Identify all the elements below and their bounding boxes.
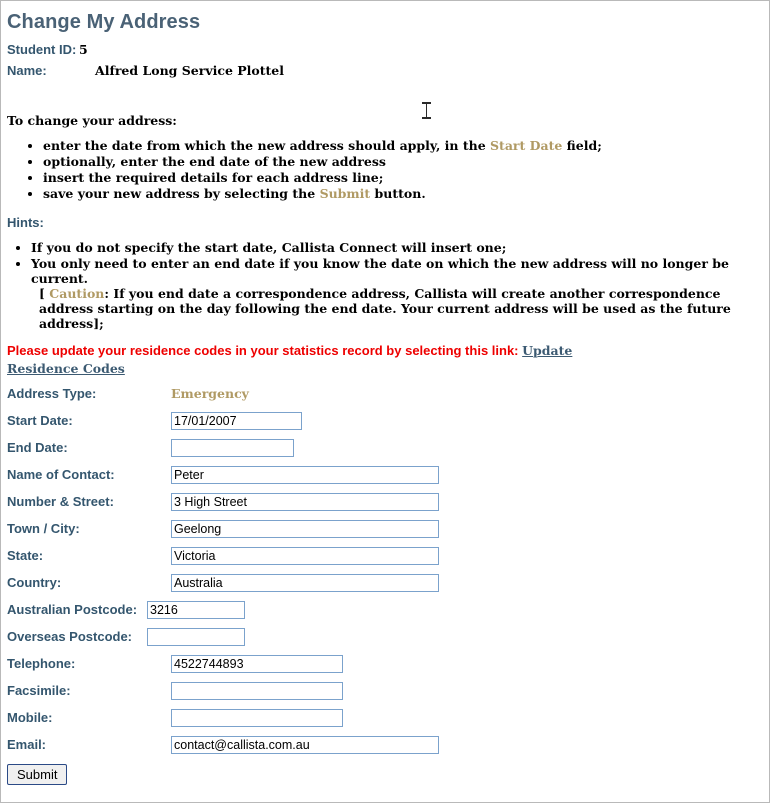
form-row-overseas-postcode xyxy=(7,623,439,650)
form-row-town-city xyxy=(7,515,439,542)
form-row-address-type xyxy=(7,380,439,407)
state-label: State: xyxy=(7,548,44,563)
state-input[interactable] xyxy=(171,547,439,565)
address-form xyxy=(7,380,439,758)
form-row-mobile xyxy=(7,704,439,731)
list-item xyxy=(31,256,769,331)
form-row-country xyxy=(7,569,439,596)
list-item xyxy=(43,154,769,169)
name-of-contact-label: Name of Contact: xyxy=(7,467,115,482)
hint-text: You only need to enter an end date if you know the date on which the new address will no longer be current. xyxy=(31,256,729,286)
form-row-telephone xyxy=(7,650,439,677)
australian-postcode-input[interactable] xyxy=(147,601,245,619)
country-input[interactable] xyxy=(171,574,439,592)
overseas-postcode-input[interactable] xyxy=(147,628,245,646)
facsimile-label: Facsimile: xyxy=(7,683,71,698)
end-date-input[interactable] xyxy=(171,439,294,457)
form-row-end-date xyxy=(7,434,439,461)
form-row-email xyxy=(7,731,439,758)
list-item xyxy=(43,186,769,201)
mobile-label: Mobile: xyxy=(7,710,53,725)
form-row-start-date xyxy=(7,407,439,434)
form-row-name-of-contact xyxy=(7,461,439,488)
town-city-label: Town / City: xyxy=(7,521,80,536)
instructions-intro: To change your address: xyxy=(7,113,177,128)
start-date-label: Start Date: xyxy=(7,413,73,428)
bullet-text-before: insert the required details for each address line; xyxy=(43,170,384,185)
facsimile-input[interactable] xyxy=(171,682,343,700)
update-residence-codes-link[interactable]: Update Residence Codes xyxy=(7,343,573,376)
list-item xyxy=(31,240,769,255)
caution-body: : If you end date a correspondence address, Callista will create another correspondence address starting on the day following the end date. Your current address will be used as the future address]; xyxy=(39,286,731,331)
page-title: Change My Address xyxy=(7,11,201,33)
start-date-input[interactable] xyxy=(171,412,302,430)
hint-text: If you do not specify the start date, Callista Connect will insert one; xyxy=(31,240,507,255)
hints-title: Hints: xyxy=(7,215,44,230)
number-street-label: Number & Street: xyxy=(7,494,114,509)
student-name-row xyxy=(7,61,769,80)
email-input[interactable] xyxy=(171,736,439,754)
student-id-label: Student ID: xyxy=(7,42,77,57)
country-label: Country: xyxy=(7,575,62,590)
warning-text: Please update your residence codes in your statistics record by selecting this link: xyxy=(7,343,519,358)
mobile-input[interactable] xyxy=(171,709,343,727)
bullet-text-after: button. xyxy=(370,186,426,201)
student-name-label: Name: xyxy=(7,63,47,78)
form-row-state xyxy=(7,542,439,569)
bullet-text-accent: Submit xyxy=(319,186,371,201)
number-street-input[interactable] xyxy=(171,493,439,511)
caution-prefix: [ xyxy=(39,286,50,301)
form-row-number-street xyxy=(7,488,439,515)
form-row-facsimile xyxy=(7,677,439,704)
address-type-value: Emergency xyxy=(171,385,249,401)
student-name-value: Alfred Long Service Plottel xyxy=(95,63,284,78)
student-id-row xyxy=(7,40,769,59)
end-date-label: End Date: xyxy=(7,440,68,455)
instructions-list xyxy=(7,138,769,201)
submit-button[interactable]: Submit xyxy=(7,764,67,785)
list-item xyxy=(43,138,769,153)
bullet-text-before: save your new address by selecting the xyxy=(43,186,320,201)
address-type-label: Address Type: xyxy=(7,386,97,401)
hints-list xyxy=(7,240,769,331)
list-item xyxy=(43,170,769,185)
bullet-text-before: enter the date from which the new address should apply, in the xyxy=(43,138,491,153)
bullet-text-after: field; xyxy=(562,138,602,153)
telephone-input[interactable] xyxy=(171,655,343,673)
overseas-postcode-label: Overseas Postcode: xyxy=(7,629,133,644)
bullet-text-before: optionally, enter the end date of the new address xyxy=(43,154,386,169)
telephone-label: Telephone: xyxy=(7,656,76,671)
form-row-australian-postcode xyxy=(7,596,439,623)
bullet-text-accent: Start Date xyxy=(490,138,563,153)
caution-note xyxy=(31,286,769,331)
australian-postcode-label: Australian Postcode: xyxy=(7,602,138,617)
residence-code-warning xyxy=(7,342,607,378)
name-of-contact-input[interactable] xyxy=(171,466,439,484)
email-label: Email: xyxy=(7,737,47,752)
student-id-value: 5 xyxy=(79,42,88,57)
caution-keyword: Caution xyxy=(49,286,105,301)
town-city-input[interactable] xyxy=(171,520,439,538)
